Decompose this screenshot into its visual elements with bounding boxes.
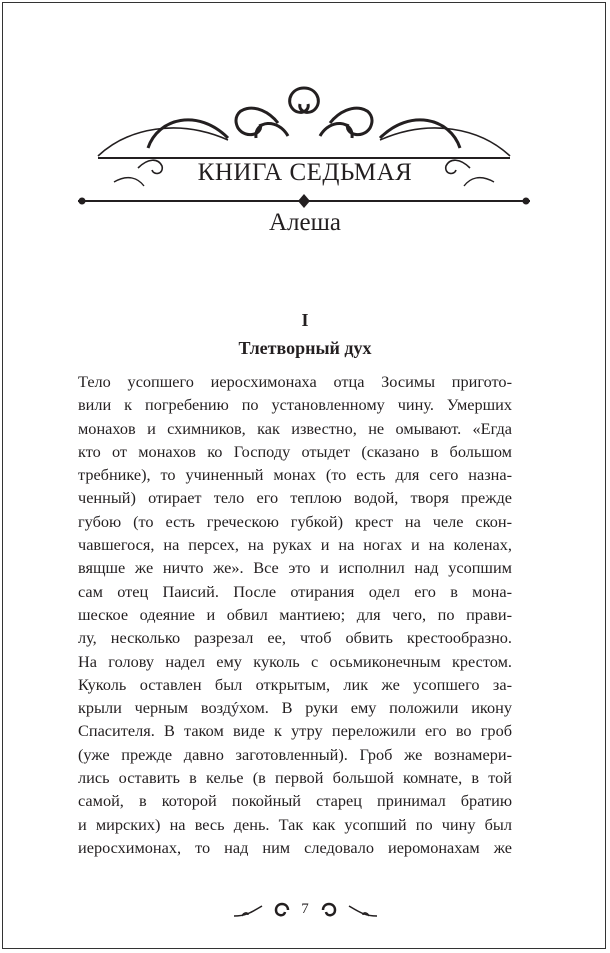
text-line: и мирских) на весь день. Так как усопший по чину был [78, 814, 512, 834]
text-line: требнике), то учиненный монах (то есть для сего назна- [78, 465, 512, 485]
text-line: (уже прежде давно заготовленный). Гроб же вознамери- [78, 744, 512, 764]
text-line: Тело усопшего иеросхимонаха отца Зосимы пригото- [78, 372, 512, 391]
chapter-header-ornament [78, 78, 530, 213]
text-line: самой, в которой покойный старец принимал братию [78, 791, 512, 811]
text-line: губою (то есть греческою губкой) крест на челе скон- [78, 511, 512, 531]
text-line: Куколь оставлен был открытым, лик же усопшего за- [78, 674, 512, 694]
book-subtitle: Алеша [269, 209, 341, 236]
text-line: вили к погребению по установленному чину. Умерших [78, 395, 512, 415]
chapter-title: Тлетворный дух [238, 338, 372, 358]
text-line: ченный) отирает тело его теплою водой, творя прежде [78, 488, 512, 508]
text-line: лу, несколько разрезал ее, чтоб обвить крестообразно. [78, 628, 512, 648]
text-line: чавшегося, на персех, на руках и на ногах и на коленах, [78, 535, 512, 555]
book-title: КНИГА СЕДЬМАЯ [197, 159, 413, 186]
text-line: вящше же ничто же». Все это и исполнил над усопшим [78, 558, 512, 578]
text-line: иеросхимонах, то над ним следовало иеромонахам же [78, 837, 512, 857]
body-text [78, 370, 512, 859]
page-number: 7 [301, 901, 309, 918]
text-line: Спасителя. В таком виде к утру переложили его во гроб [78, 721, 512, 741]
text-line: сам отец Паисий. После отирания одел его в мона- [78, 581, 512, 601]
text-line: монахов и схимников, как известно, не омывают. «Егда [78, 418, 512, 438]
chapter-number: I [301, 310, 309, 330]
text-line: крыли черным воздýхом. В руки ему положили икону [78, 698, 512, 718]
page-footer [0, 900, 610, 920]
text-line: шеское одеяние и обвил мантиею; для чего, по прави- [78, 604, 512, 624]
text-line: кто от монахов ко Господу отыдет (сказано в большом [78, 441, 512, 461]
text-line: На голову надел ему куколь с осьмиконечным крестом. [78, 651, 512, 671]
text-line: лись оставить в келье (в первой большой комнате, в той [78, 768, 512, 788]
left-swirl-ornament-icon [232, 900, 290, 920]
right-swirl-ornament-icon [321, 900, 379, 920]
